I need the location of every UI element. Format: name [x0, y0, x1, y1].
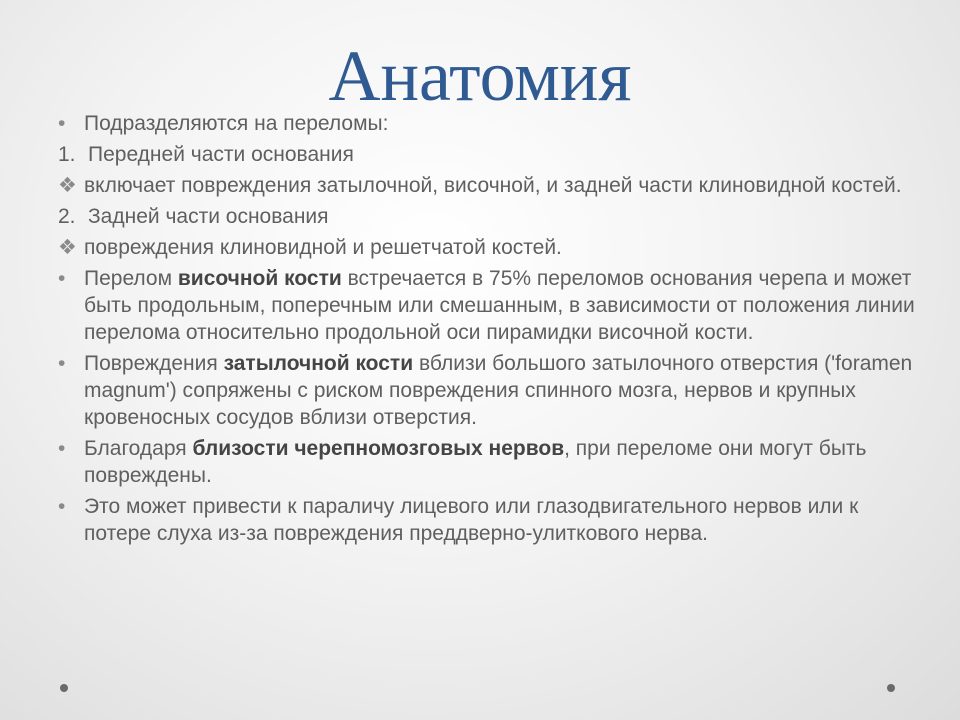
bullet-icon: •	[58, 112, 66, 135]
list-item	[58, 350, 918, 431]
list-item	[58, 435, 918, 489]
list-item	[58, 234, 918, 261]
slide-content	[58, 110, 918, 551]
item-text: повреждения клиновидной и решетчатой костей.	[84, 236, 562, 259]
text-segment: Повреждения	[84, 352, 224, 375]
item-text: Задней части основания	[88, 205, 329, 228]
diamond-icon: ❖	[58, 236, 77, 259]
text-segment: Благодаря	[84, 437, 193, 460]
text-segment: вблизи большого затылочного отверстия ('foramen magnum') сопряжены с риском повреждения спинного мозга, нервов и крупных кровеносных сосудов вблизи отверстия.	[84, 352, 913, 429]
diamond-icon: ❖	[58, 174, 77, 197]
number-marker: 1.	[58, 143, 76, 166]
slide-title: Анатомия	[328, 36, 632, 116]
text-segment: встречается в 75% переломов основания черепа и может быть продольным, поперечным или смешанным, в зависимости от положения линии перелома относительно продольной оси пирамидки височной кости.	[84, 267, 915, 344]
item-text	[84, 352, 912, 429]
bullet-icon: •	[58, 495, 66, 518]
item-text: Передней части основания	[88, 143, 354, 166]
text-segment: , при переломе они могут быть повреждены.	[84, 437, 867, 487]
bold-term: затылочной кости	[223, 352, 414, 375]
item-text: Это может привести к параличу лицевого или глазодвигательного нервов или к потере слуха из-за повреждения преддверно-улиткового нерва.	[84, 495, 859, 545]
bullet-icon: •	[58, 437, 66, 460]
list-item	[58, 493, 918, 547]
corner-dot-icon	[887, 684, 895, 692]
item-text	[84, 267, 915, 344]
list-item	[58, 141, 918, 168]
corner-dot-icon	[60, 684, 68, 692]
item-text: Подразделяются на переломы:	[84, 112, 389, 135]
item-text	[84, 437, 867, 487]
bullet-icon: •	[58, 352, 66, 375]
list-item	[58, 265, 918, 346]
list-item	[58, 172, 918, 199]
bullet-icon: •	[58, 267, 66, 290]
item-text: включает повреждения затылочной, височной, и задней части клиновидной костей.	[84, 174, 902, 197]
text-segment: Перелом	[84, 267, 178, 290]
list-item	[58, 203, 918, 230]
number-marker: 2.	[58, 205, 76, 228]
bold-term: близости черепномозговых нервов	[192, 437, 565, 460]
bold-term: височной кости	[177, 267, 342, 290]
list-item	[58, 110, 918, 137]
